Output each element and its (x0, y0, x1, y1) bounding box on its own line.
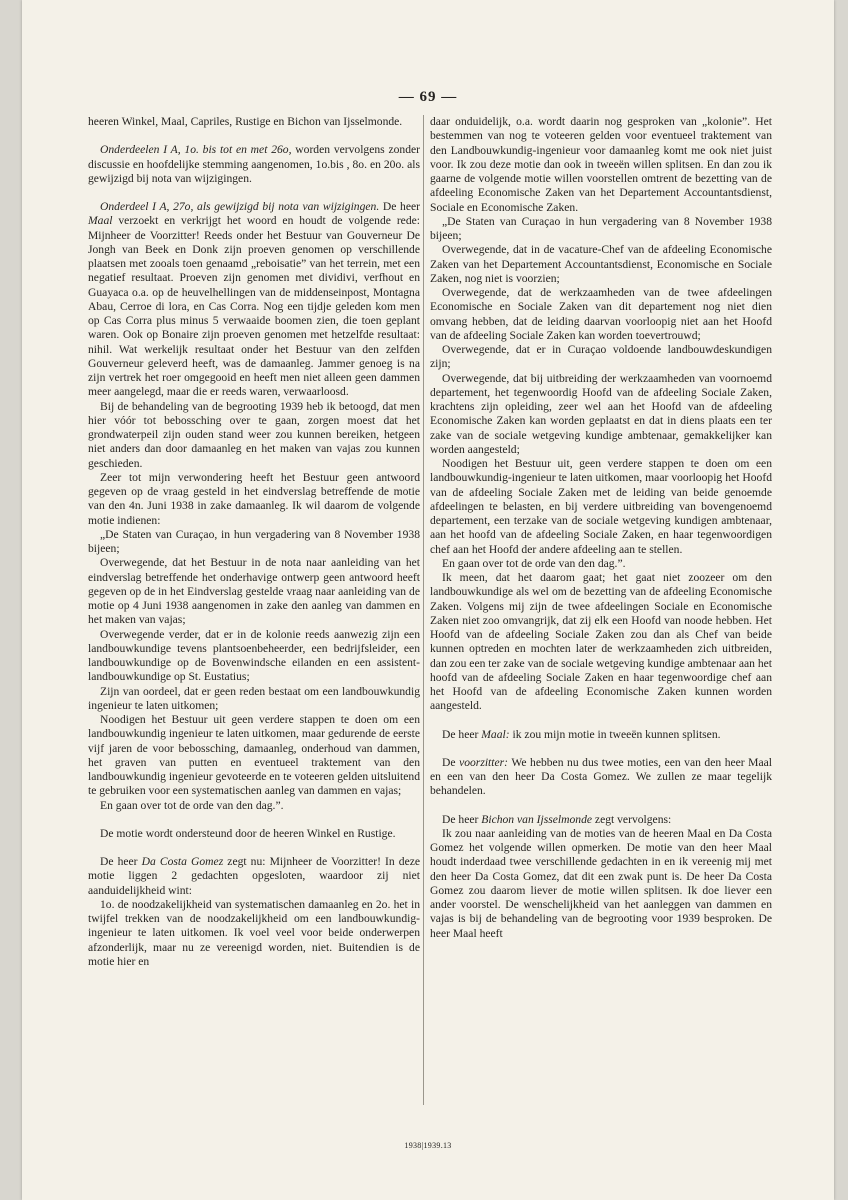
paragraph: De heer Bichon van Ijsselmonde zegt vervolgens: (442, 812, 672, 826)
speaker-name: Bichon van Ijsselmonde (481, 812, 593, 826)
paragraph: Overwegende verder, dat er in de kolonie reeds aanwezig zijn een landbouwkundige tevens plantsoenbeheerder, een bedrijfsleider, een landbouwkundige op de Bovenwindsche eilanden en een assistent-landbouwkundige op St. Eustatius; (88, 627, 420, 684)
paragraph: En gaan over tot de orde van den dag.”. (100, 798, 284, 812)
paragraph: „De Staten van Curaçao in hun vergadering van 8 November 1938 bijeen; (430, 214, 772, 242)
paragraph: Bij de behandeling van de begrooting 1939 heb ik betoogd, dat men hier vóór tot bebossching over te gaan, zorgen moest dat het grondwaterpeil zijn ouden stand weer zou kunnen bereiken, hetgeen niet anders dan door damaanleg en het maken van vajas zou kunnen geschieden. (88, 399, 420, 470)
paragraph: Ik zou naar aanleiding van de moties van de heeren Maal en Da Costa Gomez het volgende willen opmerken. De motie van den heer Maal houdt inderdaad twee verschillende gedachten in en ik vereenig mij met den heer Da Costa Gomez, dat dit een zwak punt is. De heer Da Costa Gomez zou daarom liever de motie willen splitsen. Ik doe liever een ander voorstel. De wenschelijkheid van het aanleggen van dammen en vajas is bij de behandeling van de begrooting voor 1939 besproken. De heer Maal heeft (430, 826, 772, 940)
left-column (88, 115, 420, 969)
paragraph: Noodigen het Bestuur uit, geen verdere stappen te doen om een landbouwkundig-ingenieur te laten uitkomen, maar voorloopig het Hoofd van de afdeeling Sociale Zaken met de leiding van beide genoemde afdeelingen te belasten, en bij verdere uitbreiding van bovengenoemd departement, een terzake van de sociale wetgeving kundigen ambtenaar, aan het hoofd van de afdeeling Sociale Zaken, en haar tegenwoordigen chef aan het Hoofd der andere afdeeling aan te stellen. (430, 457, 772, 556)
speaker-name: Da Costa Gomez (141, 855, 224, 868)
paragraph: Onderdeel I A, 27o, als gewijzigd bij nota van wijzigingen. De heer Maal verzoekt en verkrijgt het woord en houdt de volgende rede: Mijnheer de Voorzitter! Reeds onder het Bestuur van Gouverneur De Jongh van Beek en Donk zijn proeven genomen op verschillende plaatsen met zooals toen genaamd „reboisatie” van het terrein, met een negatief resultaat. Proeven zijn genomen met dividivi, verfhout en Guayaca o.a. op de heuvelhellingen van de middenseinpost, Montagna Abau, Cerroe di lora, en Cas Corra. Nog een tijdje geleden kom men op Cas Corra plus minus 5 verwaaide boomen zien, die toen geplant waren. Ook op Bonaire zijn proeven genomen met hetzelfde resultaat: nihil. Wat werkelijk resultaat onder het Bestuur van den zelfden Gouverneur geleverd heeft, was de damaanleg. Jammer genoeg is na zijn vertrek het roer omgegooid en heeft men niet alleen geen dammen meer aangelegd, maar die er reeds waren, verwaarloosd. (88, 200, 421, 399)
page-number: — 69 — (398, 89, 458, 105)
paragraph: Onderdeelen I A, 1o. bis tot en met 26o, worden vervolgens zonder discussie en hoofdelijke stemming aangenomen, 1o.bis , 8o. en 20o. als gewijzigd bij nota van wijzigingen. (88, 143, 420, 185)
paragraph: Ik meen, dat het daarom gaat; het gaat niet zoozeer om den landbouwkundige als wel om de bezetting van de afdeeling Economische Zaken. Volgens mij zijn de twee afdeelingen Sociale en Economische Zaken niet zoo omvangrijk, dat zij elk een Hoofd van noode hebben. Het Hoofd van de afdeeling Sociale Zaken zou dan als Chef van beide kunnen optreden en mochten later de werkzaamheden zich uitbreiden, dan zou een ter zake van de sociale wetgeving kundige ambtenaar aan het hoofd van de afdeeling Sociale Zaken en haar tegenwoordige chef aan het Hoofd van de afdeeling Economische Zaken kunnen worden aangesteld. (430, 571, 772, 713)
paragraph: daar onduidelijk, o.a. wordt daarin nog gesproken van „kolonie”. Het bestemmen van nog te voteeren gelden voor eventueel traktement van den Landbouwkundig-ingenieur voor damaanleg komt me ook niet juist voor. Ik zou deze motie dan ook in tweeën willen splitsen. En dan zou ik gaarne de volgende motie willen voorstellen omtrent de bezetting van de afdeeling Economische Zaken van het Departement Accountantsdienst, Sociale en Economische Zaken. (430, 115, 772, 214)
right-column (430, 115, 772, 941)
footer-code: 1938|1939.13 (404, 1141, 452, 1150)
paragraph: heeren Winkel, Maal, Capriles, Rustige en Bichon van Ijsselmonde. (88, 115, 403, 128)
paragraph: Overwegende, dat in de vacature-Chef van de afdeeling Economische Zaken van het Departement Accountantsdienst, Economische en Sociale Zaken, nog niet is voorzien; (430, 243, 772, 285)
paragraph: „De Staten van Curaçao, in hun vergadering van 8 November 1938 bijeen; (88, 527, 420, 555)
speaker-name: voorzitter: (459, 755, 509, 769)
paragraph: Overwegende, dat de werkzaamheden van de twee afdeelingen Economische en Sociale Zaken van dit departement nog niet dien omvang hebben, dat de leiding daarvan voorloopig niet aan het Hoofd van de afdeeling Sociale Zaken kan worden toevertrouwd; (430, 286, 772, 342)
paragraph: Overwegende, dat er in Curaçao voldoende landbouwdeskundigen zijn; (430, 343, 772, 371)
paragraph: Overwegende, dat het Bestuur in de nota naar aanleiding van het eindverslag betreffende het onderhavige ontwerp geen antwoord heeft gegeven op de in het Eindverslag gestelde vraag naar aanleiding van de motie op 4 Juni 1938 aangenomen in zake den aanleg van dammen en het maken van vajas; (88, 556, 420, 627)
paragraph: Zijn van oordeel, dat er geen reden bestaat om een landbouwkundig ingenieur te laten uitkomen; (88, 684, 420, 712)
paragraph: De motie wordt ondersteund door de heeren Winkel en Rustige. (100, 826, 396, 840)
paragraph: Noodigen het Bestuur uit geen verdere stappen te doen om een landbouwkundig ingenieur te laten uitkomen, maar gedurende de eerste vijf jaren de voor bebossching, damaanleg, onderhoud van dammen, het graven van putten en eventueel traktement van den landbouwkundig ingenieur gevoteerde en te voteeren gelden uitsluitend te gebruiken voor een systematischen aanleg van dammen en vajas; (88, 713, 420, 798)
paragraph: De heer Maal: ik zou mijn motie in tweeën kunnen splitsen. (442, 727, 721, 741)
paragraph: De heer Da Costa Gomez zegt nu: Mijnheer de Voorzitter! In deze motie liggen 2 gedachten opgesloten, waardoor zij niet aanduidelijkheid wint: (88, 855, 421, 897)
document-page (22, 0, 834, 1200)
column-divider (423, 115, 424, 1105)
italic-text: Onderdeel I A, 27o, als gewijzigd bij nota van wijzigingen. (100, 200, 380, 213)
paragraph: En gaan over tot de orde van den dag.”. (442, 556, 626, 570)
speaker-name: Maal: (481, 727, 510, 741)
italic-text: Onderdeelen I A, 1o. bis tot en met 26o, (100, 143, 292, 157)
speaker-name: Maal (88, 214, 113, 228)
paragraph: De voorzitter: We hebben nu dus twee moties, een van den heer Maal en een van den heer Da Costa Gomez. We zullen ze maar tegelijk behandelen. (430, 755, 772, 798)
paragraph: Overwegende, dat bij uitbreiding der werkzaamheden van voornoemd departement, het tegenwoordig Hoofd van de afdeeling Sociale Zaken, krachtens zijn opleiding, zeer wel aan het Hoofd van de afdeeling Economische Zaken kan worden geplaatst en dat in diens plaats een ter zake van de sociale wetgeving kundige ambtenaar, gemakkelijker kan worden aangesteld; (430, 371, 772, 456)
paragraph: 1o. de noodzakelijkheid van systematischen damaanleg en 2o. het in twijfel trekken van de noodzakelijkheid om een landbouwkundig-ingenieur te laten uitkomen. Ik voel veel voor beide onderwerpen afzonderlijk, maar nu ze vereenigd worden, niet. Buitendien is de motie hier en (88, 897, 420, 968)
paragraph: Zeer tot mijn verwondering heeft het Bestuur geen antwoord gegeven op de vraag gesteld in het eindverslag betreffende de motie van den 4n. Juni 1938 in zake damaanleg. Ik wil daarom de volgende motie indienen: (88, 470, 420, 527)
